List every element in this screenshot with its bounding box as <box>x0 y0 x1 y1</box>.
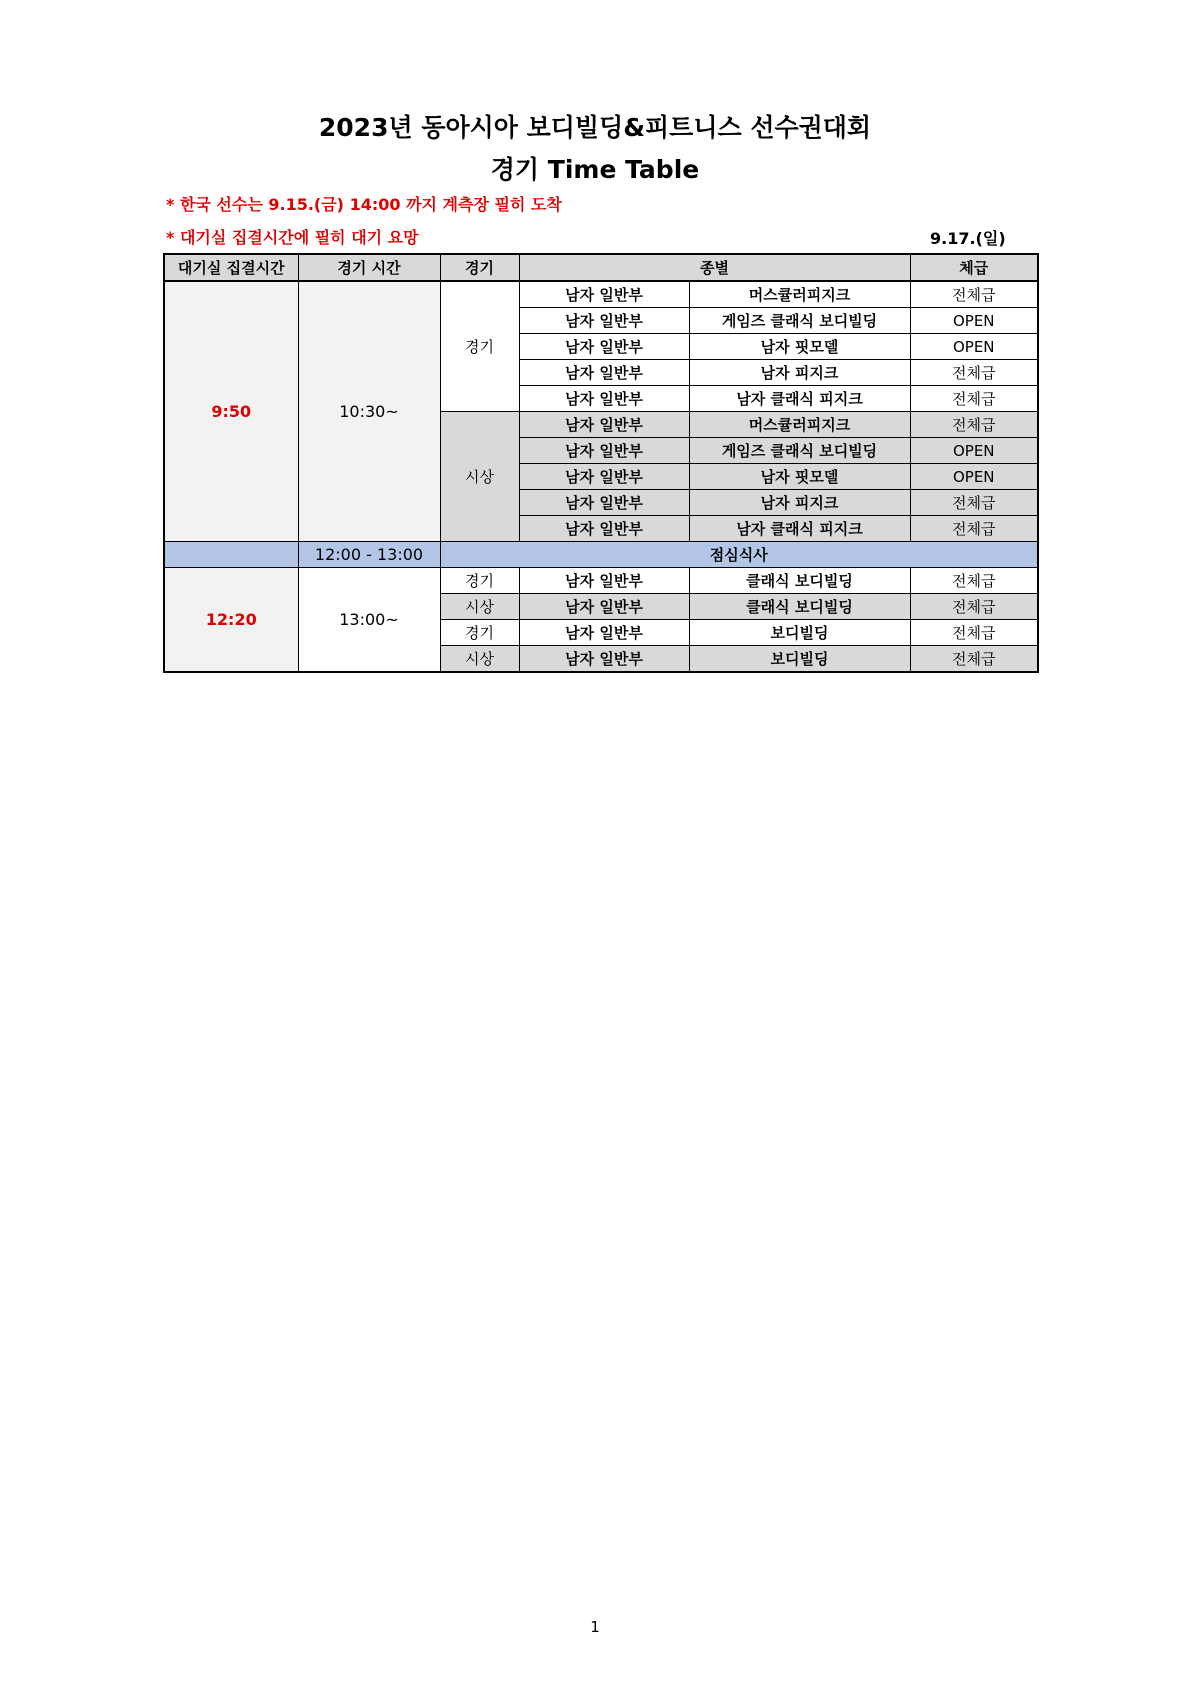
stage-cell: 경기 <box>440 568 519 594</box>
stage-cell: 시상 <box>440 646 519 673</box>
event-cell: 남자 피지크 <box>689 490 910 516</box>
division-cell: 남자 일반부 <box>519 516 689 542</box>
weight-cell: OPEN <box>910 334 1038 360</box>
stage-cell: 경기 <box>440 620 519 646</box>
event-cell: 남자 클래식 피지크 <box>689 386 910 412</box>
gather-time-1: 9:50 <box>164 281 298 542</box>
event-cell: 보디빌딩 <box>689 620 910 646</box>
weight-cell: 전체급 <box>910 620 1038 646</box>
stage-award: 시상 <box>440 412 519 542</box>
division-cell: 남자 일반부 <box>519 490 689 516</box>
division-cell: 남자 일반부 <box>519 386 689 412</box>
division-cell: 남자 일반부 <box>519 620 689 646</box>
note-arrival: * 한국 선수는 9.15.(금) 14:00 까지 계측장 필히 도착 <box>166 195 562 214</box>
division-cell: 남자 일반부 <box>519 594 689 620</box>
weight-cell: OPEN <box>910 308 1038 334</box>
division-cell: 남자 일반부 <box>519 360 689 386</box>
division-cell: 남자 일반부 <box>519 308 689 334</box>
weight-cell: 전체급 <box>910 281 1038 308</box>
table-row <box>164 568 1038 594</box>
weight-cell: 전체급 <box>910 490 1038 516</box>
header-row <box>164 254 1038 281</box>
note-waiting: * 대기실 집결시간에 필히 대기 요망 <box>166 228 419 247</box>
event-cell: 남자 피지크 <box>689 360 910 386</box>
weight-cell: 전체급 <box>910 412 1038 438</box>
division-cell: 남자 일반부 <box>519 464 689 490</box>
division-cell: 남자 일반부 <box>519 438 689 464</box>
weight-cell: OPEN <box>910 464 1038 490</box>
event-cell: 머스큘러피지크 <box>689 281 910 308</box>
event-cell: 남자 핏모델 <box>689 334 910 360</box>
weight-cell: 전체급 <box>910 386 1038 412</box>
gather-time-2: 12:20 <box>164 568 298 673</box>
event-cell: 게임즈 클래식 보디빌딩 <box>689 438 910 464</box>
weight-cell: 전체급 <box>910 568 1038 594</box>
weight-cell: 전체급 <box>910 516 1038 542</box>
event-cell: 남자 핏모델 <box>689 464 910 490</box>
division-cell: 남자 일반부 <box>519 412 689 438</box>
event-cell: 클래식 보디빌딩 <box>689 568 910 594</box>
weight-cell: OPEN <box>910 438 1038 464</box>
division-cell: 남자 일반부 <box>519 281 689 308</box>
weight-cell: 전체급 <box>910 646 1038 673</box>
event-time-2: 13:00~ <box>298 568 440 673</box>
title-line-2: 경기 Time Table <box>490 155 700 184</box>
stage-cell: 시상 <box>440 594 519 620</box>
event-date: 9.17.(일) <box>930 229 1006 248</box>
event-cell: 머스큘러피지크 <box>689 412 910 438</box>
lunch-time: 12:00 - 13:00 <box>298 542 440 568</box>
header-weight: 체급 <box>910 254 1038 281</box>
weight-cell: 전체급 <box>910 360 1038 386</box>
event-time-1: 10:30~ <box>298 281 440 542</box>
header-gather: 대기실 집결시간 <box>164 254 298 281</box>
timetable <box>163 253 1039 673</box>
header-time: 경기 시간 <box>298 254 440 281</box>
event-cell: 게임즈 클래식 보디빌딩 <box>689 308 910 334</box>
lunch-label: 점심식사 <box>440 542 1038 568</box>
lunch-gather-empty <box>164 542 298 568</box>
event-cell: 남자 클래식 피지크 <box>689 516 910 542</box>
event-cell: 보디빌딩 <box>689 646 910 673</box>
division-cell: 남자 일반부 <box>519 334 689 360</box>
event-cell: 클래식 보디빌딩 <box>689 594 910 620</box>
division-cell: 남자 일반부 <box>519 568 689 594</box>
weight-cell: 전체급 <box>910 594 1038 620</box>
stage-competition: 경기 <box>440 281 519 412</box>
lunch-row <box>164 542 1038 568</box>
header-stage: 경기 <box>440 254 519 281</box>
page-number: 1 <box>590 1618 600 1636</box>
table-row <box>164 281 1038 308</box>
header-category: 종별 <box>519 254 910 281</box>
title-line-1: 2023년 동아시아 보디빌딩&피트니스 선수권대회 <box>318 113 872 142</box>
division-cell: 남자 일반부 <box>519 646 689 673</box>
